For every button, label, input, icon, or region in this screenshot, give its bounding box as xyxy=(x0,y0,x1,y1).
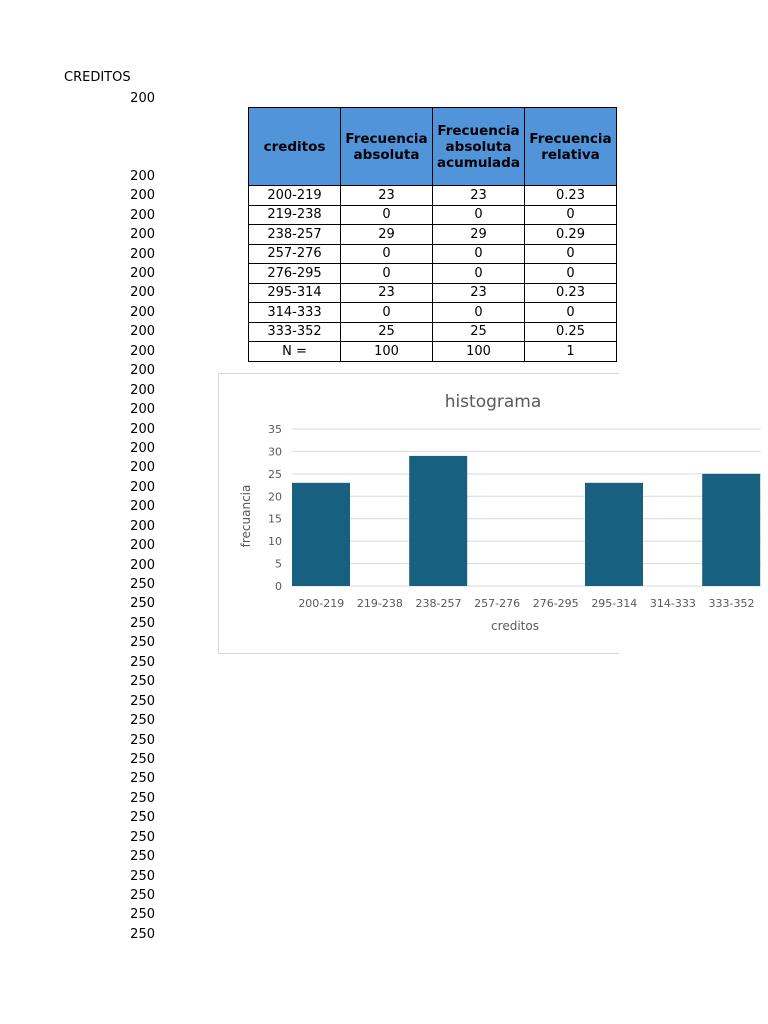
table-row xyxy=(249,225,617,245)
table-cell: 0.23 xyxy=(525,283,617,303)
table-cell: 333-352 xyxy=(249,322,341,342)
bar xyxy=(702,474,760,586)
credit-values-column xyxy=(100,89,155,944)
credit-value: 200 xyxy=(130,538,155,554)
table-header-cell: Frecuencia absoluta acumulada xyxy=(433,108,525,186)
y-tick-label: 0 xyxy=(275,580,282,593)
table-cell: 0.25 xyxy=(525,322,617,342)
histogram-chart xyxy=(218,373,755,654)
table-row xyxy=(249,322,617,342)
y-tick-label: 25 xyxy=(268,467,282,481)
bar xyxy=(292,483,350,586)
table-cell: 23 xyxy=(433,283,525,303)
table-row xyxy=(249,186,617,206)
table-cell: 0 xyxy=(525,205,617,225)
credit-value: 250 xyxy=(130,810,155,826)
y-tick-label: 35 xyxy=(268,423,282,436)
table-cell: 219-238 xyxy=(249,205,341,225)
table-header-cell: Frecuencia absoluta xyxy=(341,108,433,186)
y-tick-label: 15 xyxy=(268,512,282,526)
table-cell: 29 xyxy=(433,225,525,245)
table-cell: 0 xyxy=(525,244,617,264)
credit-value: 250 xyxy=(130,732,155,748)
table-cell: 25 xyxy=(433,322,525,342)
credit-value: 250 xyxy=(130,693,155,709)
x-tick-label: 200-219 xyxy=(298,597,345,610)
table-cell: 276-295 xyxy=(249,264,341,284)
table-cell: 0 xyxy=(525,303,617,323)
credit-value: 200 xyxy=(130,460,155,476)
x-tick-label: 314-333 xyxy=(649,597,696,610)
table-cell: 0 xyxy=(433,303,525,323)
credit-value: 200 xyxy=(130,402,155,418)
table-cell: 0 xyxy=(341,244,433,264)
credit-value: 200 xyxy=(130,246,155,262)
credit-value: 200 xyxy=(130,363,155,379)
credit-value: 250 xyxy=(130,888,155,904)
y-tick-label: 10 xyxy=(268,535,282,549)
y-tick-label: 5 xyxy=(275,557,282,571)
x-tick-label: 238-257 xyxy=(415,597,462,610)
credit-value: 200 xyxy=(130,168,155,184)
credit-value: 200 xyxy=(130,499,155,515)
credit-value: 250 xyxy=(130,577,155,593)
table-cell: N = xyxy=(249,342,341,362)
credit-value: 250 xyxy=(130,771,155,787)
credit-value: 200 xyxy=(130,91,155,106)
y-tick-label: 20 xyxy=(268,490,282,504)
credit-value: 200 xyxy=(130,227,155,243)
credit-value: 200 xyxy=(130,304,155,320)
table-cell: 23 xyxy=(341,186,433,206)
table-cell: 257-276 xyxy=(249,244,341,264)
credit-value: 200 xyxy=(130,266,155,282)
x-tick-label: 276-295 xyxy=(532,597,579,610)
table-cell: 314-333 xyxy=(249,303,341,323)
table-row xyxy=(249,303,617,323)
credit-value: 200 xyxy=(130,207,155,223)
credit-value: 250 xyxy=(130,926,155,942)
frequency-table xyxy=(248,107,617,362)
credit-value: 250 xyxy=(130,829,155,845)
table-row xyxy=(249,283,617,303)
column-title: CREDITOS xyxy=(64,70,131,85)
credit-value: 200 xyxy=(130,188,155,204)
histogram-svg xyxy=(219,374,755,653)
credit-value: 200 xyxy=(130,343,155,359)
credit-value: 200 xyxy=(130,557,155,573)
table-header-cell: creditos xyxy=(249,108,341,186)
x-axis-title: creditos xyxy=(491,619,539,633)
credit-value: 250 xyxy=(130,654,155,670)
credit-value: 200 xyxy=(130,440,155,456)
table-row xyxy=(249,342,617,362)
table-cell: 0 xyxy=(433,205,525,225)
x-tick-label: 219-238 xyxy=(356,597,403,610)
table-header-cell: Frecuencia relativa xyxy=(525,108,617,186)
table-cell: 25 xyxy=(341,322,433,342)
x-tick-label: 333-352 xyxy=(708,597,755,610)
credit-value: 250 xyxy=(130,790,155,806)
table-cell: 0.29 xyxy=(525,225,617,245)
credit-value: 200 xyxy=(130,285,155,301)
credit-value: 250 xyxy=(130,751,155,767)
table-cell: 295-314 xyxy=(249,283,341,303)
x-tick-label: 257-276 xyxy=(474,597,521,610)
chart-title: histograma xyxy=(444,392,542,412)
table-header-row xyxy=(249,108,617,186)
table-row xyxy=(249,264,617,284)
x-tick-label: 295-314 xyxy=(591,597,638,610)
credit-value: 200 xyxy=(130,421,155,437)
table-cell: 29 xyxy=(341,225,433,245)
credit-value: 200 xyxy=(130,324,155,340)
credit-value: 250 xyxy=(130,907,155,923)
table-cell: 0.23 xyxy=(525,186,617,206)
y-axis-title: frecuancia xyxy=(239,484,253,548)
table-row xyxy=(249,205,617,225)
credit-value: 250 xyxy=(130,596,155,612)
credit-value: 250 xyxy=(130,674,155,690)
credit-value: 200 xyxy=(130,518,155,534)
table-cell: 238-257 xyxy=(249,225,341,245)
credit-value: 250 xyxy=(130,635,155,651)
y-tick-label: 30 xyxy=(268,445,282,459)
table-cell: 0 xyxy=(525,264,617,284)
bar xyxy=(409,456,467,586)
credit-value: 250 xyxy=(130,849,155,865)
bar xyxy=(585,483,643,586)
table-cell: 0 xyxy=(433,244,525,264)
credit-value: 250 xyxy=(130,868,155,884)
table-cell: 0 xyxy=(433,264,525,284)
table-row xyxy=(249,244,617,264)
table-cell: 23 xyxy=(341,283,433,303)
table-cell: 100 xyxy=(341,342,433,362)
credit-value: 200 xyxy=(130,479,155,495)
table-cell: 0 xyxy=(341,264,433,284)
table-cell: 200-219 xyxy=(249,186,341,206)
table-cell: 1 xyxy=(525,342,617,362)
table-cell: 0 xyxy=(341,303,433,323)
credit-value: 250 xyxy=(130,615,155,631)
column-gap xyxy=(100,108,155,166)
table-cell: 100 xyxy=(433,342,525,362)
table-cell: 0 xyxy=(341,205,433,225)
table-cell: 23 xyxy=(433,186,525,206)
credit-value: 250 xyxy=(130,713,155,729)
credit-value: 200 xyxy=(130,382,155,398)
